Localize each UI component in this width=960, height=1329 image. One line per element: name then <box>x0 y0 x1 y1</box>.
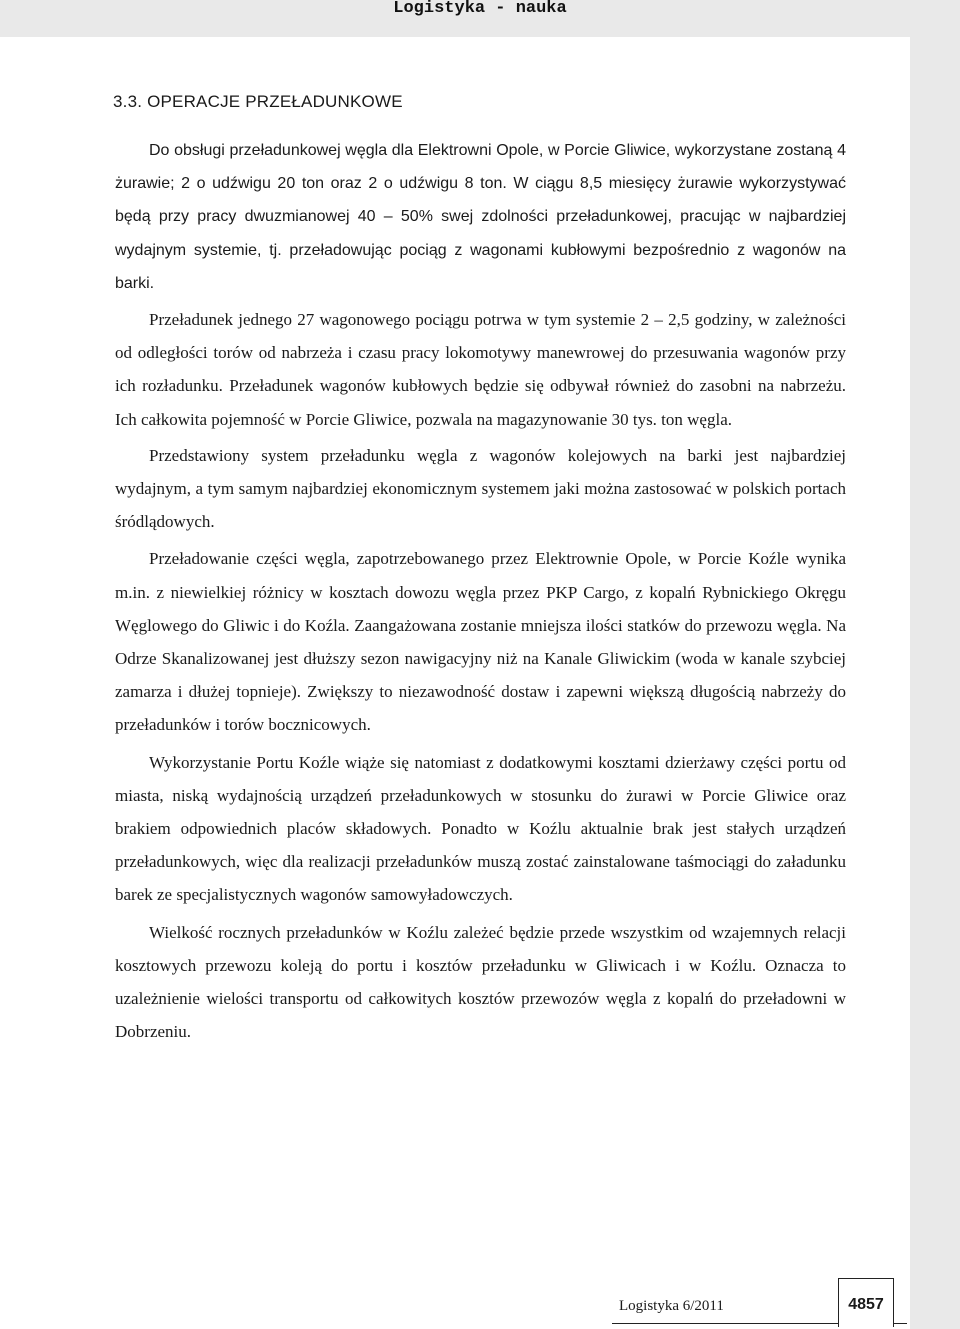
paragraph-3: Przedstawiony system przeładunku węgla z wagonów kolejowych na barki jest najbardziej wydajnym, a tym samym najbardziej ekonomicznym systemem jaki można zastosować w polskich portach śródlądowych. <box>115 445 846 532</box>
paragraph-1: Do obsługi przeładunkowej węgla dla Elektrowni Opole, w Porcie Gliwice, wykorzystane zostaną 4 żurawie; 2 o udźwigu 20 ton oraz 2 o udźwigu 8 ton. W ciągu 8,5 miesięcy żurawie wykorzystywać będą przy pracy dwuzmianowej 40 – 50% swej zdolności przeładunkowej, pracując w najbardziej wydajnym systemie, tj. przeładowując pociąg z wagonami kubłowymi bezpośrednio z wagonów na barki. <box>115 142 846 292</box>
paragraph-5: Wykorzystanie Portu Koźle wiąże się natomiast z dodatkowymi kosztami dzierżawy części portu od miasta, niską wydajnością urządzeń przeładunkowych w stosunku do żurawi w Porcie Gliwice oraz brakiem odpowiednich placów składowych. Ponadto w Koźlu aktualnie brak jest stałych urządzeń przeładunkowych, więc dla realizacji przeładunków muszą zostać zainstalowane taśmociągi do załadunku barek ze specjalistycznych wagonów samowyładowczych. <box>115 752 846 905</box>
paragraph-2: Przeładunek jednego 27 wagonowego pociągu potrwa w tym systemie 2 – 2,5 godziny, w zależności od odległości torów od nabrzeża i czasu pracy lokomotywy manewrowej do przesuwania wagonów przy ich rozładunku. Przeładunek wagonów kubłowych będzie się odbywał również do zasobni na nabrzeżu. Ich całkowita pojemność w Porcie Gliwice, pozwala na magazynowanie 30 tys. ton węgla. <box>115 310 846 429</box>
paragraph-4: Przeładowanie części węgla, zapotrzebowanego przez Elektrownie Opole, w Porcie Koźle wynika m.in. z niewielkiej różnicy w kosztach dowozu węgla przez PKP Cargo, z kopalń Rybnickiego Okręgu Węglowego do Gliwic i do Koźla. Zaangażowana zostanie mniejsza ilości statków do przewozu węgla. Na Odrze Skanalizowanej jest dłuższy sezon nawigacyjny niż na Kanale Gliwickim (woda w kanale szybciej zamarza i dłużej topnieje). Zwiększy to niezawodność dostaw i zapewni większą długością nabrzeży do przeładunków i torów bocznicowych. <box>115 549 846 735</box>
paragraph-6: Wielkość rocznych przeładunków w Koźlu zależeć będzie przede wszystkim od wzajemnych relacji kosztowych przewozu koleją do portu i kosztów przeładunku w Gliwicach i w Koźlu. Oznacza to uzależnienie wielości transportu od całkowitych kosztów przewozów węgla z kopalń do przeładowni w Dobrzeniu. <box>115 922 846 1042</box>
document-page <box>0 37 910 1329</box>
footer-journal: Logistyka 6/2011 <box>619 1298 724 1314</box>
body-text <box>115 134 846 1051</box>
page-number: 4857 <box>848 1296 884 1313</box>
section-heading: 3.3. OPERACJE PRZEŁADUNKOWE <box>113 92 403 111</box>
running-header: Logistyka - nauka <box>393 0 567 18</box>
